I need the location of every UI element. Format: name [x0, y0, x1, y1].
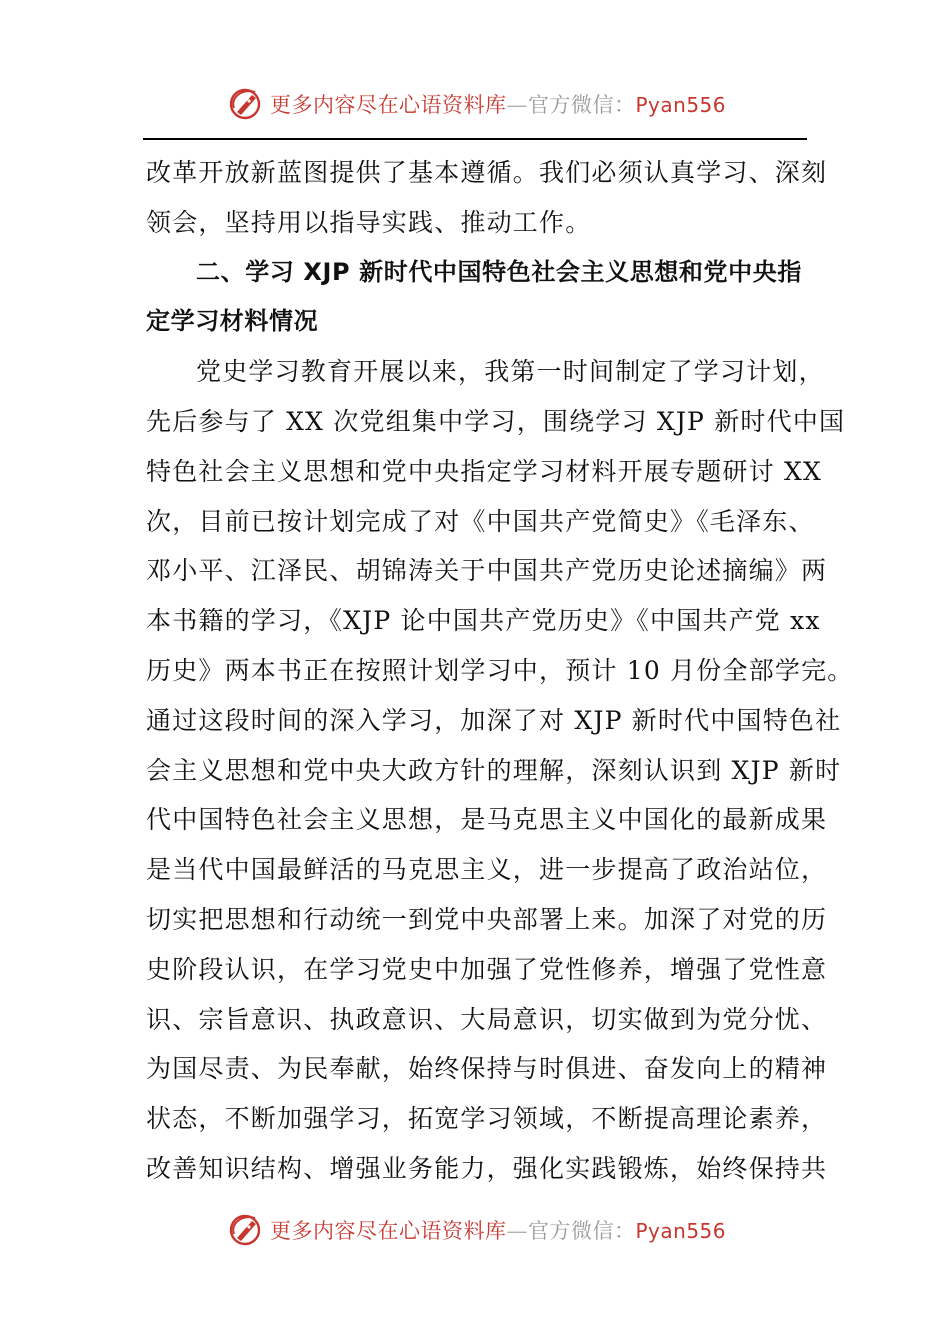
header-site-name: 更多内容尽在心语资料库	[270, 93, 507, 117]
text-line: 邓小平、江泽民、胡锦涛关于中国共产党历史论述摘编》两	[146, 556, 828, 586]
text-line: 是当代中国最鲜活的马克思主义，进一步提高了政治站位，	[146, 855, 828, 885]
header-banner-text	[270, 89, 726, 119]
text-line: 通过这段时间的深入学习，加深了对 XJP 新时代中国特色社	[146, 705, 842, 735]
footer-banner-text	[270, 1215, 726, 1245]
header-rule	[143, 138, 807, 140]
footer-banner	[228, 1210, 726, 1250]
pen-nib-swirl-icon	[228, 1212, 264, 1248]
text-line: 会主义思想和党中央大政方针的理解，深刻认识到 XJP 新时	[146, 755, 842, 785]
text-line: 特色社会主义思想和党中央指定学习材料开展专题研讨 XX	[146, 456, 822, 486]
text-line: 代中国特色社会主义思想，是马克思主义中国化的最新成果	[146, 805, 828, 835]
text-line: 切实把思想和行动统一到党中央部署上来。加深了对党的历	[146, 904, 828, 934]
header-account: Pyan556	[635, 93, 727, 117]
text-line: 次，目前已按计划完成了对《中国共产党简史》《毛泽东、	[146, 506, 815, 536]
footer-official-label: 官方微信：	[528, 1219, 636, 1243]
text-line: 状态，不断加强学习，拓宽学习领域，不断提高理论素养，	[146, 1104, 828, 1134]
section-heading: 二、学习 XJP 新时代中国特色社会主义思想和党中央指	[196, 257, 802, 286]
paragraph-start: 党史学习教育开展以来，我第一时间制定了学习计划，	[196, 357, 825, 387]
section-heading-cont: 定学习材料情况	[146, 307, 319, 336]
text-line: 改善知识结构、增强业务能力，强化实践锻炼，始终保持共	[146, 1153, 828, 1183]
pen-nib-swirl-icon	[228, 86, 264, 122]
header-dash: —	[506, 93, 528, 117]
text-line: 史阶段认识，在学习党史中加强了党性修养，增强了党性意	[146, 954, 828, 984]
text-line: 识、宗旨意识、执政意识、大局意识，切实做到为党分忧、	[146, 1004, 828, 1034]
footer-account: Pyan556	[635, 1219, 727, 1243]
document-body	[146, 148, 854, 1194]
footer-site-name: 更多内容尽在心语资料库	[270, 1219, 507, 1243]
text-line: 本书籍的学习，《XJP 论中国共产党历史》《中国共产党 xx	[146, 606, 821, 636]
text-line: 为国尽责、为民奉献，始终保持与时俱进、奋发向上的精神	[146, 1054, 828, 1084]
text-line: 先后参与了 XX 次党组集中学习，围绕学习 XJP 新时代中国	[146, 406, 846, 436]
header-banner	[228, 84, 726, 124]
footer-dash: —	[506, 1219, 528, 1243]
text-line: 领会，坚持用以指导实践、推动工作。	[146, 207, 592, 237]
text-line: 改革开放新蓝图提供了基本遵循。我们必须认真学习、深刻	[146, 158, 828, 187]
header-official-label: 官方微信：	[528, 93, 636, 117]
text-line: 历史》两本书正在按照计划学习中，预计 10 月份全部学完。	[146, 655, 854, 685]
